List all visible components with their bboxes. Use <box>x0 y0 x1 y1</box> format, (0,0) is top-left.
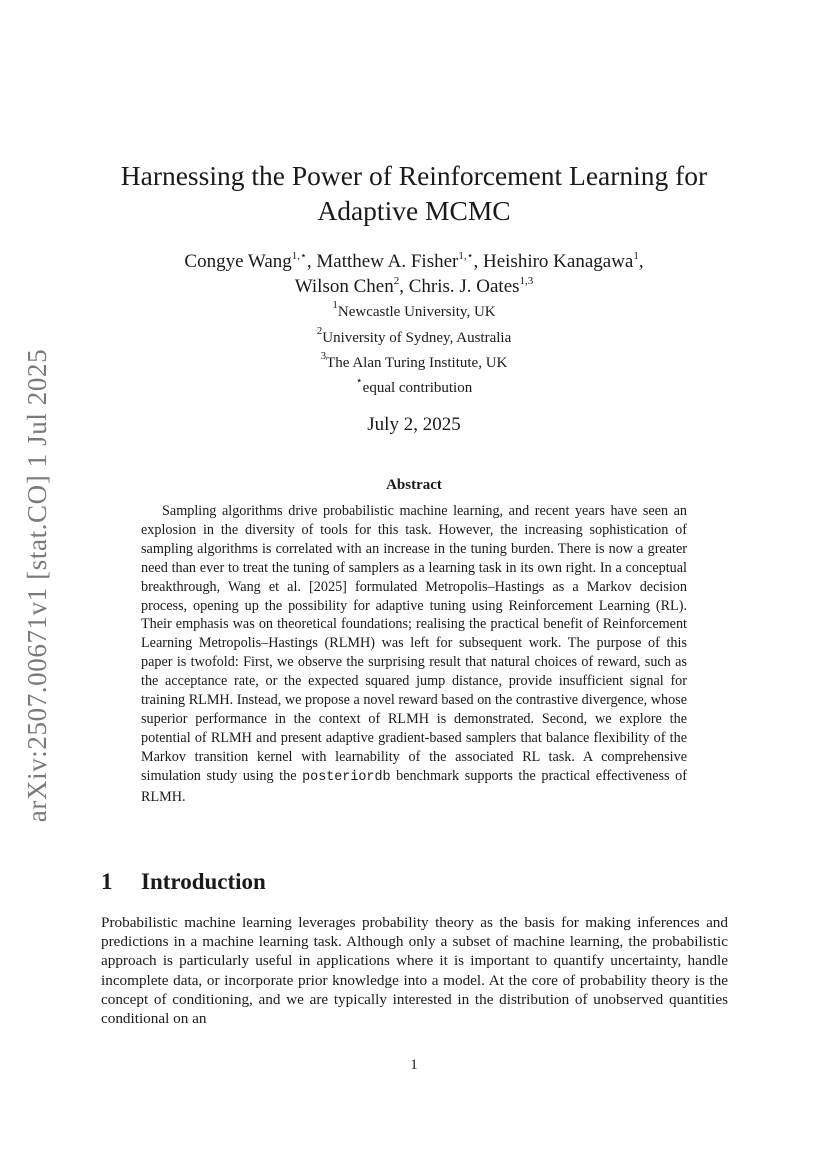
affiliation-text: equal contribution <box>362 380 473 396</box>
author-affiliation-mark: 2 <box>393 275 400 287</box>
affiliation-3 <box>80 350 748 372</box>
author-separator: , <box>399 276 409 297</box>
author-affiliation-mark: 1,3 <box>519 275 534 287</box>
paper-title <box>80 158 748 228</box>
affiliation-text: University of Sydney, Australia <box>322 330 512 346</box>
abstract-code: posteriordb <box>302 769 391 785</box>
abstract-heading: Abstract <box>386 477 442 493</box>
affiliation-text: Newcastle University, UK <box>337 304 496 320</box>
affiliation-mark: 1 <box>332 299 338 311</box>
paper-title-line-1: Harnessing the Power of Reinforcement Learning for <box>120 160 708 191</box>
equal-contribution-note <box>80 375 748 397</box>
abstract-text: Sampling algorithms drive probabilistic machine learning, and recent years have seen an explosion in the diversity of tools for this task. However, the increasing sophistication of sampling algorithms is correlated with an increase in the tuning burden. There is now a greater need than ever to treat the tuning of samplers as a learning task in its own right. In a conceptual breakthrough, Wang et al. [2025] formulated Metropolis–Hastings as a Markov decision process, opening up the possibility for adaptive tuning using Reinforcement Learning (RL). Their emphasis was on theoretical foundations; realising the practical benefit of Reinforcement Learning Metropolis–Hastings (RLMH) was left for subsequent work. The purpose of this paper is twofold: First, we observe the surprising result that natural choices of reward, such as the acceptance rate, or the expected squared jump distance, provide insufficient signal for training RLMH. Instead, we propose a novel reward based on the contrastive divergence, whose superior performance in the context of RLMH is demonstrated. Second, we explore the potential of RLMH and present adaptive gradient-based samplers that balance flexibility of the Markov transition kernel with learnability of the associated RL task. A comprehensive simulation study using the <box>141 503 687 784</box>
author-separator: , <box>306 251 317 272</box>
equal-contribution-mark: ⋆ <box>355 375 363 387</box>
author-affiliation-mark: 1,⋆ <box>458 250 474 262</box>
section-heading <box>101 869 266 895</box>
paper-date: July 2, 2025 <box>367 414 461 435</box>
affiliation-mark: 3 <box>320 350 327 362</box>
author-separator: , <box>638 251 644 272</box>
section-title: Introduction <box>141 869 266 894</box>
affiliation-2 <box>80 325 748 347</box>
author-affiliation-mark: 1,⋆ <box>291 250 307 262</box>
author-separator: , <box>473 251 483 272</box>
author-name: Congye Wang <box>184 251 292 272</box>
introduction-paragraph: Probabilistic machine learning leverages probability theory as the basis for making inferences and predictions in a machine learning task. Although only a subset of machine learning, the probabilistic approach is particularly useful in applications where it is important to quantify uncertainty, handle incomplete data, or incorporate prior knowledge into a model. At the core of probability theory is the concept of conditioning, and we are typically interested in the distribution of unobserved quantities conditional on an <box>101 914 728 1028</box>
affiliation-mark: 2 <box>316 325 323 337</box>
page-number: 1 <box>410 1057 418 1073</box>
abstract-text-end: benchmark supports the practical effectiveness of RLMH. <box>141 767 687 805</box>
affiliation-text: The Alan Turing Institute, UK <box>326 355 508 371</box>
author-name: Heishiro Kanagawa <box>483 251 634 272</box>
author-name: Matthew A. Fisher <box>316 251 459 272</box>
arxiv-identifier: arXiv:2507.00671v1 [stat.CO] 1 Jul 2025 <box>22 348 53 822</box>
section-number: 1 <box>101 869 113 894</box>
abstract-body <box>141 502 687 807</box>
author-list <box>80 249 748 299</box>
author-affiliation-mark: 1 <box>633 250 639 262</box>
affiliation-1 <box>80 299 748 321</box>
author-name: Wilson Chen <box>294 276 394 297</box>
arxiv-sidebar <box>18 344 58 826</box>
paper-title-line-2: Adaptive MCMC <box>317 195 511 226</box>
author-name: Chris. J. Oates <box>408 276 520 297</box>
